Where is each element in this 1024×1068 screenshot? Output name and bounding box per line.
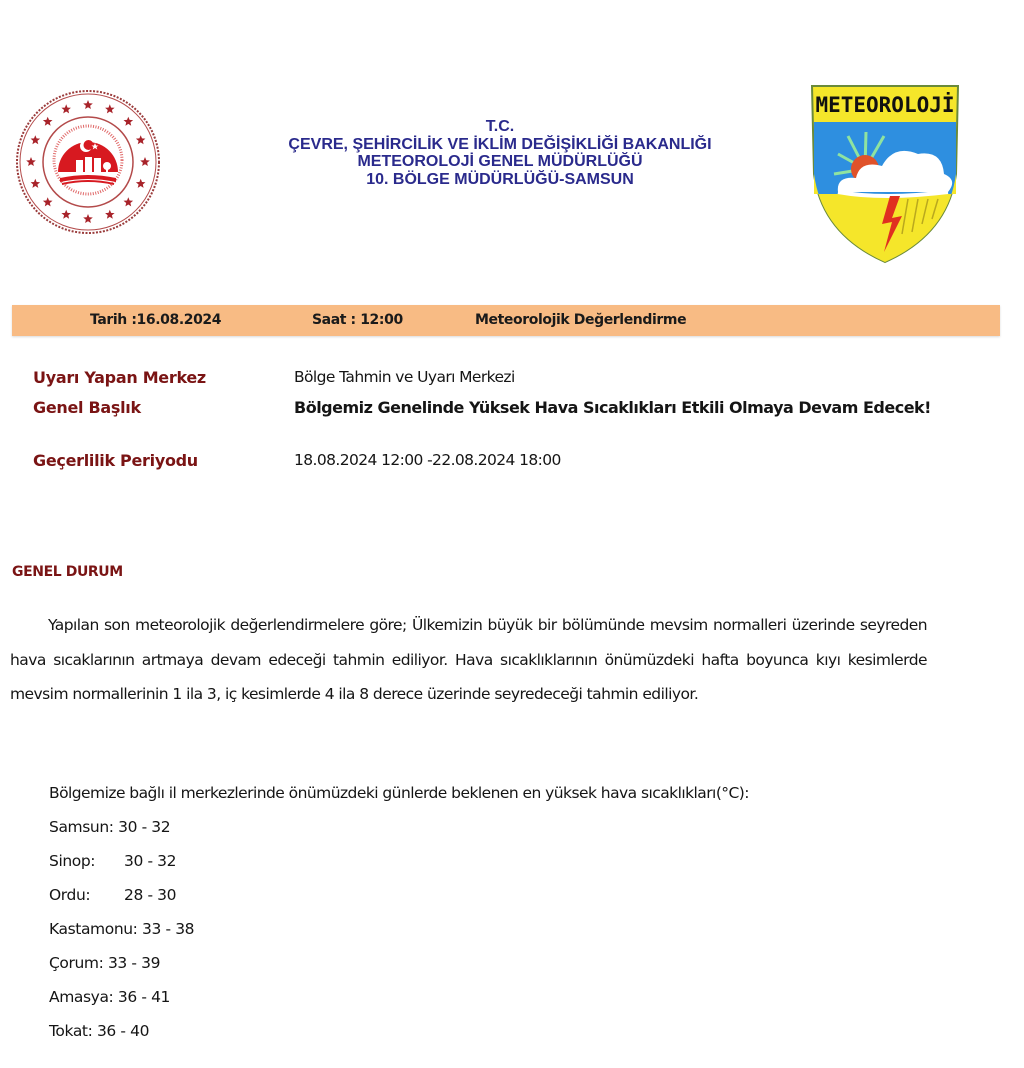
city-name: Tokat: <box>49 1022 93 1040</box>
temperature-row <box>49 852 176 870</box>
report-type: Meteorolojik Değerlendirme <box>475 312 687 328</box>
validity-period-label: Geçerlilik Periyodu <box>33 451 198 470</box>
star-icon <box>105 210 115 219</box>
temperature-row <box>49 954 160 972</box>
star-icon <box>43 117 53 126</box>
report-time: Saat : 12:00 <box>312 312 403 328</box>
temperature-range: 36 - 40 <box>96 1022 150 1040</box>
star-icon <box>61 210 71 219</box>
temperature-row <box>49 818 170 836</box>
warning-center-label: Uyarı Yapan Merkez <box>33 368 206 387</box>
meteoroloji-shield-icon <box>808 84 962 264</box>
temperature-range: 30 - 32 <box>124 852 177 870</box>
city-name: Sinop: <box>49 852 96 870</box>
city-name: Kastamonu: <box>49 920 138 938</box>
temperature-range: 28 - 30 <box>124 886 177 904</box>
star-icon <box>105 104 115 113</box>
temperature-range: 33 - 38 <box>142 920 195 938</box>
temperature-range: 33 - 39 <box>107 954 161 972</box>
ministry-emblem-logo <box>14 88 162 236</box>
city-name: Çorum: <box>49 954 104 972</box>
star-icon <box>31 135 40 144</box>
star-icon <box>61 104 71 113</box>
star-icon <box>43 197 53 206</box>
headline-label: Genel Başlık <box>33 398 141 417</box>
star-icon <box>83 100 93 109</box>
temperature-row <box>49 886 176 904</box>
header-line-regional: 10. BÖLGE MÜDÜRLÜĞÜ-SAMSUN <box>366 170 634 188</box>
ministry-header <box>200 118 800 188</box>
star-icon <box>136 135 146 144</box>
temperature-range: 30 - 32 <box>118 818 171 836</box>
star-icon <box>26 157 36 166</box>
star-icon <box>124 117 134 126</box>
star-icon <box>140 157 150 166</box>
info-bar <box>12 305 1000 336</box>
general-situation-title: GENEL DURUM <box>12 564 123 580</box>
general-situation-body: Yapılan son meteorolojik değerlendirmelere göre; Ülkemizin büyük bir bölümünde mevsim normalleri üzerinde seyreden hava sıcaklarının artmaya devam edeceği tahmin ediliyor. Hava sıcaklıklarının önümüzdeki hafta boyunca kıyı kesimlerde mevsim normallerinin 1 ila 3, iç kesimlerde 4 ila 8 derece üzerinde seyredeceği tahmin ediliyor. <box>10 616 927 703</box>
header-line-tc: T.C. <box>485 118 515 135</box>
city-name: Samsun: <box>49 818 114 836</box>
validity-period-value: 18.08.2024 12:00 -22.08.2024 18:00 <box>294 451 561 469</box>
star-icon <box>136 179 146 188</box>
city-name: Amasya: <box>49 988 114 1006</box>
header-line-ministry: ÇEVRE, ŞEHİRCİLİK VE İKLİM DEĞİŞİKLİĞİ BAKANLIĞI <box>288 135 712 153</box>
temperature-row <box>49 988 170 1006</box>
header-line-directorate: METEOROLOJİ GENEL MÜDÜRLÜĞÜ <box>357 153 643 170</box>
report-date: Tarih :16.08.2024 <box>90 312 222 328</box>
warning-center-value: Bölge Tahmin ve Uyarı Merkezi <box>294 368 515 386</box>
emblem-icon <box>14 88 162 236</box>
star-icon <box>31 179 40 188</box>
temperature-row <box>49 920 194 938</box>
temperature-intro: Bölgemize bağlı il merkezlerinde önümüzdeki günlerde beklenen en yüksek hava sıcaklıkları(°C): <box>49 784 749 802</box>
temperature-row <box>49 1022 149 1040</box>
star-icon <box>83 214 93 223</box>
star-icon <box>124 197 134 206</box>
headline-value: Bölgemiz Genelinde Yüksek Hava Sıcaklıkları Etkili Olmaya Devam Edecek! <box>294 398 931 417</box>
meteoroloji-logo-text: METEOROLOJİ <box>815 93 955 117</box>
temperature-range: 36 - 41 <box>117 988 170 1006</box>
meteoroloji-logo <box>808 84 962 264</box>
city-name: Ordu: <box>49 886 91 904</box>
